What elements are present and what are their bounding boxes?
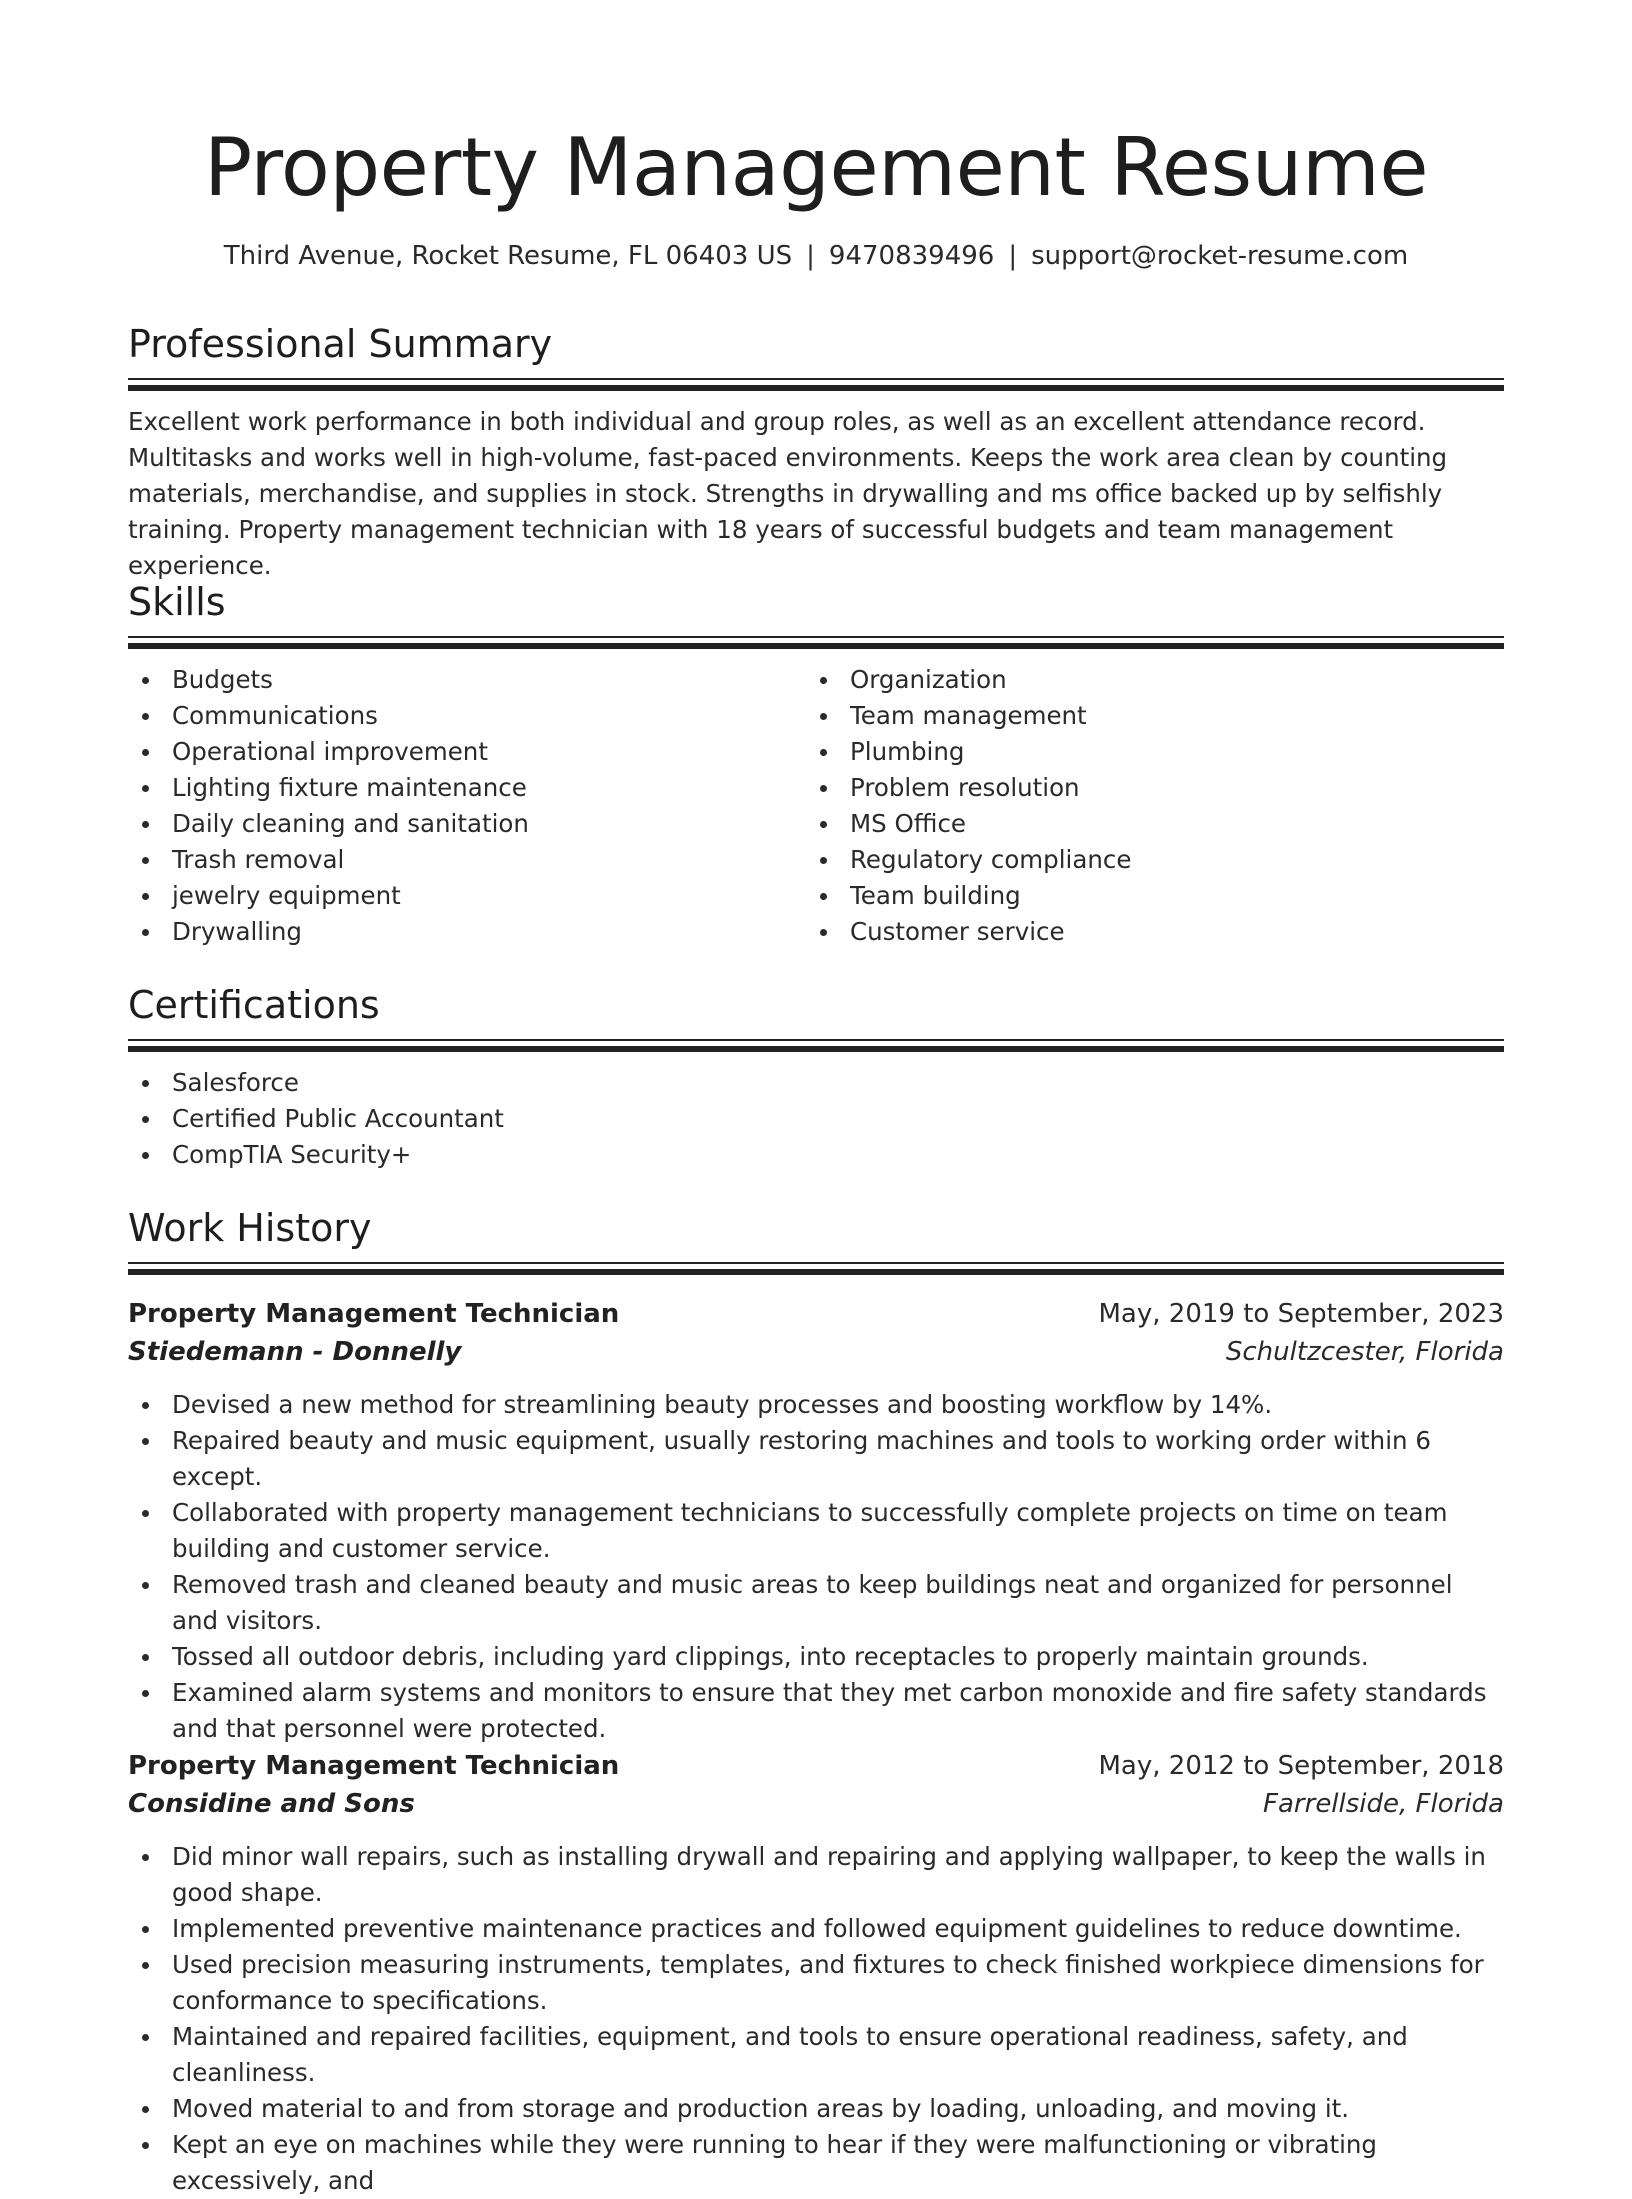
list-item: Team management	[806, 698, 1484, 734]
list-item: Problem resolution	[806, 770, 1484, 806]
contact-separator: |	[1008, 241, 1018, 271]
list-item: Salesforce	[128, 1065, 1504, 1101]
list-item: Removed trash and cleaned beauty and music areas to keep buildings neat and organized for personnel and visitors.	[128, 1567, 1504, 1639]
section-heading-summary: Professional Summary	[128, 322, 553, 366]
contact-email: support@rocket-resume.com	[1031, 241, 1409, 271]
list-item: Maintained and repaired facilities, equipment, and tools to ensure operational readiness, safety, and cleanliness.	[128, 2019, 1504, 2091]
list-item: jewelry equipment	[128, 878, 806, 914]
job-bullets	[128, 1839, 1504, 2199]
list-item: Regulatory compliance	[806, 842, 1484, 878]
skills-section	[128, 578, 1504, 950]
skills-list-left	[128, 662, 806, 950]
work-history-section	[128, 1204, 1504, 1276]
list-item: Collaborated with property management technicians to successfully complete projects on time on team building and customer service.	[128, 1495, 1504, 1567]
job-title: Property Management Technician	[128, 1299, 620, 1329]
job-header-row	[128, 1747, 1504, 1785]
contact-line	[128, 238, 1504, 274]
section-divider	[128, 378, 1504, 392]
job-dates: May, 2019 to September, 2023	[1098, 1299, 1504, 1329]
job-subheader-row	[128, 1333, 1504, 1371]
list-item: Trash removal	[128, 842, 806, 878]
job-title: Property Management Technician	[128, 1751, 620, 1781]
list-item: Budgets	[128, 662, 806, 698]
list-item: Drywalling	[128, 914, 806, 950]
contact-phone: 9470839496	[828, 241, 995, 271]
skills-list-right	[806, 662, 1484, 950]
job-company: Stiedemann - Donnelly	[128, 1337, 462, 1367]
list-item: Customer service	[806, 914, 1484, 950]
job-bullets	[128, 1387, 1504, 1747]
section-divider	[128, 636, 1504, 650]
certifications-section	[128, 981, 1504, 1173]
summary-section	[128, 320, 1504, 584]
page-title: Property Management Resume	[203, 121, 1429, 214]
section-heading-certifications: Certifications	[128, 983, 380, 1027]
section-divider	[128, 1039, 1504, 1053]
section-heading-work-history: Work History	[128, 1206, 372, 1250]
list-item: Lighting fixture maintenance	[128, 770, 806, 806]
skills-columns	[128, 662, 1504, 950]
summary-text: Excellent work performance in both individual and group roles, as well as an excellent attendance record. Multitasks and works well in high-volume, fast-paced environments. Keeps the work area clean by counting materials, merchandise, and supplies in stock. Strengths in drywalling and ms office backed up by selfishly training. Property management technician with 18 years of successful budgets and team management experience.	[128, 407, 1448, 580]
job-entry	[128, 1295, 1504, 1747]
section-divider	[128, 1262, 1504, 1276]
list-item: Used precision measuring instruments, templates, and fixtures to check finished workpiece dimensions for conformance to specifications.	[128, 1947, 1504, 2019]
job-location: Farrellside, Florida	[1263, 1789, 1504, 1819]
contact-separator: |	[806, 241, 815, 271]
list-item: Tossed all outdoor debris, including yard clippings, into receptacles to properly maintain grounds.	[128, 1639, 1504, 1675]
list-item: Communications	[128, 698, 806, 734]
list-item: Operational improvement	[128, 734, 806, 770]
list-item: Examined alarm systems and monitors to ensure that they met carbon monoxide and fire safety standards and that personnel were protected.	[128, 1675, 1504, 1747]
list-item: Team building	[806, 878, 1484, 914]
job-entry	[128, 1747, 1504, 2199]
job-subheader-row	[128, 1785, 1504, 1823]
contact-address: Third Avenue, Rocket Resume, FL 06403 US	[223, 241, 793, 271]
list-item: Kept an eye on machines while they were running to hear if they were malfunctioning or vibrating excessively, and	[128, 2127, 1504, 2199]
certifications-list	[128, 1065, 1504, 1173]
list-item: Certified Public Accountant	[128, 1101, 1504, 1137]
list-item: Daily cleaning and sanitation	[128, 806, 806, 842]
list-item: Did minor wall repairs, such as installing drywall and repairing and applying wallpaper, to keep the walls in good shape.	[128, 1839, 1504, 1911]
job-header-row	[128, 1295, 1504, 1333]
job-company: Considine and Sons	[128, 1789, 415, 1819]
job-location: Schultzcester, Florida	[1225, 1337, 1504, 1367]
list-item: Devised a new method for streamlining beauty processes and boosting workflow by 14%.	[128, 1387, 1504, 1423]
section-heading-skills: Skills	[128, 580, 226, 624]
list-item: Repaired beauty and music equipment, usually restoring machines and tools to working order within 6 except.	[128, 1423, 1504, 1495]
list-item: Moved material to and from storage and production areas by loading, unloading, and moving it.	[128, 2091, 1504, 2127]
list-item: Plumbing	[806, 734, 1484, 770]
job-dates: May, 2012 to September, 2018	[1098, 1751, 1504, 1781]
list-item: CompTIA Security+	[128, 1137, 1504, 1173]
list-item: Implemented preventive maintenance practices and followed equipment guidelines to reduce downtime.	[128, 1911, 1504, 1947]
list-item: Organization	[806, 662, 1484, 698]
list-item: MS Office	[806, 806, 1484, 842]
